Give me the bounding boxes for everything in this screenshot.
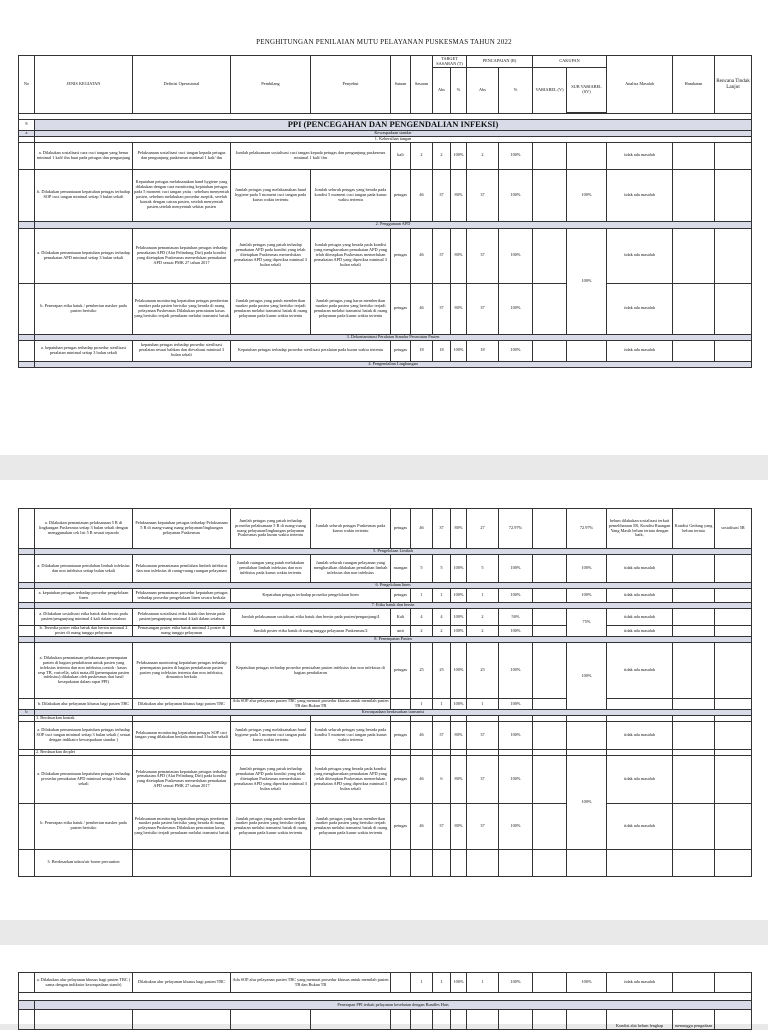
pembilang-cell: Jumlah petugas yang patuh terhadap pemakaian APD pada kondisi yang telah ditetapkan Puskesmas memerlukan pemakaian APD yang diperiksa minimal 3 bulan sekali [231,755,311,803]
pencapaian-pct-cell: 100% [499,755,533,803]
penyebut-cell: Jumlah seluruh petugas Puskesmas pada kurun waktu tertentu [311,509,391,549]
col-hambatan-header: Hambatan [673,56,715,114]
pembilang-cell: Jumlah pelaksanaan sosialisasi etika batuk dan bersin pada pasien/pengunjung/4 [231,609,391,626]
jenis-cell: a. Dilakukan alur pelayanan khusus bagi pasien TBC ( sama dengan indikator kewaspadaan standr) [35,973,133,993]
indicator-table-page-2 [18,508,752,877]
target-pct-cell: 100% [451,626,467,637]
subvariabel-cell: 100% [567,755,607,849]
target-abs-cell: 1 [433,589,451,603]
penyebut-cell: Jumlah petugas yang harus memberikan masker pada pasien yang berisiko terjadi penularan melalui transmisi batuk di ruang pelayanan pada kurun waktu tertentu [311,283,391,334]
definisi-cell: Pelaksanaan pemantauan pemilahan limbah infeksius dan non infeksius di ruang-ruang ruangan pelayanan [133,555,231,583]
subvariabel-cell: 100% [567,973,607,993]
satuan-cell: petugas [391,340,411,361]
target-abs-cell: 2 [433,626,451,637]
target-abs-cell: 37 [433,803,451,849]
analisa-cell: tidak ada masalah [607,973,673,993]
pembilang-cell: Jumlah petugas yang patuh terhadap prosedur pelaksanaan 5 R di ruang-ruang ruang pelayanan/lingkungan pelayanan Puskesmas pada kurun waktu tertentu [231,509,311,549]
category-title: 2. Penggunaan APD [35,221,752,228]
definisi-cell: Pelaksanaan kepatuhan petugas terhadap Pelaksanaan 5 R di ruang-ruang ruang pelayanan/lingkungan pelayanan Puskesmas [133,509,231,549]
analisa-cell: tidak ada masalah [607,228,673,283]
target-pct-cell: 100% [451,699,467,710]
pencapaian-pct-cell: 100% [499,721,533,749]
penyebut-cell: Jumlah petugas yang berada pada kondisi yang mengharuskan pemakaian APD yang telah ditetapkan Puskesmas memerlukan pemakaian APD yang diperiksa minimal 3 bulan sekali [311,228,391,283]
jenis-cell: a. Dilakukan pemantauan kepatuhan petugas terhadap SOP cuci tangan minimal setiap 3 bulan sekali ( sesuai dengan indikator kewaspadaan standar ) [35,721,133,749]
col-rencana-header: Rencana Tindak Lanjut [715,56,752,114]
target-pct-cell: 100% [451,555,467,583]
section-number: 8 [19,120,35,131]
table-row [19,589,752,603]
subvariabel-cell: 100% [567,643,607,710]
definisi-cell: Pelaksanaan pemantauan kepatuhan petugas terhadap pemakaian APD (Alat Pelindung Diri) pada kondisi yang ditetapkan Puskesmas memerlukan pemakaian APD sesuai PMK 27 tahun 2017 [133,755,231,803]
section-title: PPI (PENCEGAHAN DAN PENGENDALIAN INFEKSI) [35,120,752,131]
table-row [19,228,752,283]
col-pencapaian-header: PENCAPAIAN (R) [467,56,533,68]
pencapaian-abs-cell: 2 [467,626,499,637]
indicator-table-page-3 [18,972,752,1030]
pencapaian-abs-cell: 25 [467,643,499,699]
category-row [19,849,752,876]
pencapaian-pct-cell: 72.97% [499,509,533,549]
target-abs-cell: 18 [433,340,451,361]
pencapaian-abs-cell: 37 [467,228,499,283]
target-pct-cell: 80% [451,228,467,283]
definisi-cell: Pelaksanaan pemantauan kepatuhan petugas terhadap pemakaian APD (Alat Pelindung Diri) pada kondisi yang ditetapkan Puskesmas memerlukan pemakaian APD sesuai PMK 27 tahun 2017 [133,228,231,283]
table-row [19,699,752,710]
target-abs-cell: 5 [433,555,451,583]
jenis-cell: a. Dilakukan pemantauan kepatuhan petugas terhadap pemakaian APD minimal setiap 3 bulan sekali [35,228,133,283]
pencapaian-abs-cell: 2 [467,609,499,626]
indicator-table-page-1 [18,55,752,368]
table-row [19,169,752,221]
definisi-cell: Pelaksanaan monitoring kepatuhan petugas terhadap penempatan pasien di bagian pendaftaran pasien pasien yang infeksius tertentu dan non infeksius, dimonitor berkala [133,643,231,699]
jenis-cell: a. kepatuhan petugas terhadap prosedur sterilisasi peralatan minimal setiap 3 bulan sekali [35,340,133,361]
target-abs-cell: 37 [433,509,451,549]
pencapaian-pct-cell: 100% [499,589,533,603]
definisi-cell: Pemasangan poster etika batuk minimal 2 poster di ruang tunggu pelayanan [133,626,231,637]
pencapaian-pct-cell: 100% [499,555,533,583]
satuan-cell: petugas [391,721,411,749]
target-pct-cell: 80% [451,283,467,334]
pencapaian-pct-cell: 100% [499,803,533,849]
pencapaian-pct-cell: 50% [499,609,533,626]
analisa-cell: Kondisi alat belum lengkap [607,1010,673,1030]
penyebut-cell: Jumlah petugas yang berada pada kondisi yang mengharuskan pemakaian APD yang telah ditetapkan Puskesmas memerlukan pemakaian APD yang diperiksa minimal 3 bulan sekali [311,755,391,803]
subvariabel-cell: 75% [567,609,607,637]
pembilang-cell: Ada SOP alur pelayanan pasien TBC yang memuat prosedur khusus untuk memilah pasien TB dan Bukan TB [231,973,391,993]
jenis-cell: b. Penerapan etika batuk / pemberian masker pada pasien berisiko [35,283,133,334]
subsection-number: b [19,710,35,716]
col-jenis-header: JENIS KEGIATAN [35,56,133,114]
col-no-header: No [19,56,35,114]
satuan-cell: ruangan [391,555,411,583]
target-pct-cell: 100% [451,609,467,626]
category-title: 4. Pengendalian Lingkungan [35,361,752,367]
target-abs-cell: 37 [433,228,451,283]
col-abs-target-header: Abs [433,68,451,114]
subsection-number: a [19,130,35,136]
target-pct-cell: 100% [451,340,467,361]
satuan-cell: petugas [391,283,411,334]
document-title: PENGHITUNGAN PENILAIAN MUTU PELAYANAN PUSKESMAS TAHUN 2022 [256,38,512,46]
table-row [19,643,752,699]
pembilang-cell: Kepatuhan petugas terhadap prosedur sterilisasi peralatan pada kurun waktu tertentu [231,340,391,361]
pencapaian-pct-cell: 100% [499,169,533,221]
jenis-cell: b. Dilakukan alur pelayanan khusus bagi pasien TBC [35,699,133,710]
pembilang-cell: Jumlah ruangan yang patuh melakukan pemilahan limbah infeksius dan non infeksius pada kurun waktu tertentu [231,555,311,583]
satuan-cell: petugas [391,755,411,803]
sasaran-cell: 1 [411,699,433,710]
target-pct-cell: 80% [451,721,467,749]
table-row [19,340,752,361]
col-analisa-header: Analisa Masalah [607,56,673,114]
sasaran-cell: 46 [411,755,433,803]
col-subvariabel-header: SUB VARIABEL (SV) [567,68,607,113]
table-row [19,721,752,749]
jenis-cell: a. Dilakukan pemantauan pelaksanaan penempatan pasien di bagian pendaftaran untuk pasien yang infeksius tertentu dan non infeksius,contoh : kasus sesp TB, varicella, sakit mata,dll (penempatan pasien infeksius) dilakukan oleh puskesmas dari hasil kesepakatan dalam rapat PPI) [35,643,133,699]
subsection-title: Kewaspadaan standar [35,130,752,136]
col-abs-pencapaian-header: Abs [467,68,499,114]
subvariabel-cell: 100% [567,589,607,603]
analisa-cell: belum dilakukan sosialisasi terkait pemeliharaan 5R, Kondisi Ruangan Yang Masih belum tertata dengan baik, [607,509,673,549]
pencapaian-abs-cell: 1 [467,973,499,993]
category-title: 2. Berdasarkan droplet [35,749,133,755]
hambatan-cell: Kondisi Gedung yang belum tertata [673,509,715,549]
subvariabel-cell: 72.97% [567,509,607,549]
target-abs-cell: 37 [433,721,451,749]
pencapaian-pct-cell: 100% [499,699,533,710]
analisa-cell: tidak ada masalah [607,169,673,221]
jenis-cell: b. Tersedia poster etika batuk dan bersin minimal 2 poster di ruang tunggu pelayanan [35,626,133,637]
hambatan-cell: menunggu pengadaan [673,1010,715,1030]
pembilang-cell: Jumlah pelaksanaan sosialisasi cuci tangan kepada petugas dan pengunjung puskesmas minimal 1 kali/ thn [231,142,391,169]
jenis-cell: a. Dilakukan pemantauan pelaksanaan 5 R di lingkungan Puskesmas setiap 3 bulan sekali dengan menggunakan cek list 5 R sesuai tepaodo [35,509,133,549]
table-row [19,803,752,849]
definisi-cell: Pelaksanaan monitoring kepatuhan petugas SOP cuci tangan yang dilakukan berkala minimal 3 bulan sekali [133,721,231,749]
spacer-row [19,993,752,1001]
target-abs-cell: 25 [433,643,451,699]
definisi-cell: Pelaksanaan monitoring kepatuhan petugas pemberian masker pada pasien berisiko yang berada di ruang pelayanan Puskesmas Dilakukan pencatatan kasus yang berisiko terjadi penularan melalui transmisi batuk [133,283,231,334]
pencapaian-abs-cell: 37 [467,169,499,221]
satuan-cell: petugas [391,589,411,603]
table-row [19,609,752,626]
document-page-2 [0,480,768,920]
satuan-cell: petugas [391,169,411,221]
pembilang-cell: Ada SOP alur pelayanan pasien TBC yang memuat prosedur khusus untuk memilah pasien TB dan Bukan TB [232,698,389,708]
target-pct-cell: 100% [451,142,467,169]
rencana-cell: sosialisasi 5R [715,509,752,549]
sasaran-cell: 46 [411,803,433,849]
sasaran-cell: 2 [411,142,433,169]
target-pct-cell: 80% [451,803,467,849]
jenis-cell: b. Dilakukan pemantauan kepatuhan petugas terhadap SOP cuci tangan minimal setiap 3 bulan sekali [35,169,133,221]
jenis-cell: a. Dilakukan pemantauan pemilahan limbah infeksius dan non infeksius setiap bulan sekali [35,555,133,583]
jenis-cell: a. Dilakukan pemantauan kepatuhan petugas terhadap prosedur pemakaian APD minimal setiap 3 bulan sekali [35,755,133,803]
definisi-cell: Dilakukan alur pelayanan khusus bagi pasien TBC [133,973,231,993]
sasaran-cell: 46 [411,169,433,221]
target-abs-cell: 2 [433,142,451,169]
definisi-cell: Dilakukan alur pelayanan khusus bagi pasien TBC [133,699,231,710]
pencapaian-abs-cell: 37 [467,283,499,334]
satuan-cell: unit [391,626,411,637]
definisi-cell: Pelaksanaan sosialisasi etika batuk dan bersin pada pasien/pengunjung minimal 4 kali dalam setahun [133,609,231,626]
col-sasaran-header: Sasaran [411,56,433,114]
target-abs-cell: 37 [433,283,451,334]
pembilang-cell: Kepatuhan petugas terhadap prosedur pengelolaan linen [231,589,391,603]
col-penyebut-header: Penyebut [311,56,391,114]
pencapaian-pct-cell: 100% [499,973,533,993]
satuan-cell: petugas [391,228,411,283]
target-pct-cell: 100% [451,973,467,993]
satuan-cell [391,699,411,710]
target-abs-cell: 1 [433,973,451,993]
subsection-row [19,1001,752,1010]
table-row [19,1010,752,1030]
pencapaian-abs-cell: 37 [467,803,499,849]
pencapaian-abs-cell: 1 [467,699,499,710]
sasaran-cell: 1 [411,973,433,993]
subsection-title: Penerapan PPI terkait pelayanan kesehatan dengan Bundles Hais [35,1001,752,1010]
definisi-cell: Pelaksanaan pemantauan prosedur kepatuhan petugas terhadap prosedur pengelolaan linen secara berkala [133,589,231,603]
category-title: 6. Pengelolaan linen [35,583,752,589]
target-pct-cell: 80% [451,169,467,221]
category-title: 5. Pengelolaan Limbah [35,549,752,555]
pencapaian-pct-cell: 100% [499,283,533,334]
jenis-cell: a. kepatuhan petugas terhadap prosedur pengelolaan linen [35,589,133,603]
definisi-cell: Kepatuhan petugas melaksanakan hand hygiene yang dilakukan dengan cara monitoring kepatuhan petugas pada 5 moment cuci tangan yaitu : sebelum menyentuh pasien, sebelum melakukan prosedur aseptik, setelah kontak dengan cairan pasien, setelah menyentuh pasien,setelah menyentuh sekitar pasien [133,169,231,221]
sasaran-cell: 25 [411,643,433,699]
analisa-cell: tidak ada masalah [607,142,673,169]
section-row [19,120,752,131]
table-row [19,973,752,993]
pencapaian-abs-cell: 5 [467,555,499,583]
target-abs-cell: 6 [433,755,451,803]
col-cakupan-header: CAKUPAN [533,56,607,68]
pencapaian-pct-cell: 100% [499,340,533,361]
analisa-cell: tidak ada masalah [607,283,673,334]
col-definisi-header: Definisi Operasional [133,56,231,114]
table-row [19,755,752,803]
pencapaian-abs-cell: 2 [467,142,499,169]
category-title: 3. Dekontaminasi Peralatan Standar Perawatan Pasien [35,334,752,340]
col-satuan-header: Satuan [391,56,411,114]
target-pct-cell: 100% [451,643,467,699]
table-row [19,283,752,334]
definisi-cell: Pelaksanaan sosialisasi cuci tangan kepada petugas dan pengunjung puskesmas minimal 1 kali/ thn [133,142,231,169]
pencapaian-pct-cell: 100% [499,626,533,637]
pembilang-cell: Jumlah petugas yang patuh terhadap pemakaian APD pada kondisi yang telah ditetapkan Puskesmas memerlukan pemakaian APD yang diperiksa minimal 3 bulan sekali [231,228,311,283]
category-title: 1. Berdasarkan kontak [35,716,133,722]
pembilang-cell: Jumlah petugas yang melaksanakan hand hygiene pada 5 moment cuci tangan pada kurun waktu tertentu [231,721,311,749]
pembilang-cell: Jumlah petugas yang patuh memberikan masker pada pasien yang berisiko terjadi penularan melalui transmisi batuk di ruang pelayanan pada kurun waktu tertentu [231,803,311,849]
pembilang-cell: Jumlah poster etika batuk di ruang tunggu pelayanan Puskesmas/2 [231,626,391,637]
header-row-1 [19,56,752,68]
sasaran-cell: 1 [411,589,433,603]
category-title: 3. Berdasarkan udara/air borne precaution [35,849,133,876]
analisa-cell: tidak ada masalah [607,755,673,803]
subvariabel-cell: 100% [567,228,607,334]
category-row [19,361,752,367]
sasaran-cell: 46 [411,283,433,334]
pencapaian-abs-cell: 18 [467,340,499,361]
pencapaian-abs-cell: 1 [467,589,499,603]
analisa-cell: tidak ada masalah [607,626,673,637]
satuan-cell: petugas [391,803,411,849]
sasaran-cell: 46 [411,721,433,749]
pencapaian-abs-cell: 37 [467,755,499,803]
table-row [19,509,752,549]
penyebut-cell: Jumlah seluruh ruangan pelayanan yang menghasilkan dilakukan pemilahan limbah infeksius dan non infeksius [311,555,391,583]
analisa-cell: tidak ada masalah [607,589,673,603]
satuan-cell: Kali [391,609,411,626]
pembilang-cell: Kepatuhan petugas terhadap prosedur pemisahan pasien infeksius dan non infeksius di bagian pendaftaran [231,643,391,699]
pencapaian-pct-cell: 100% [499,643,533,699]
target-pct-cell: 80% [451,755,467,803]
target-pct-cell: 80% [451,509,467,549]
sasaran-cell: 4 [411,609,433,626]
target-abs-cell: 1 [433,699,451,710]
penyebut-cell: Jumlah seluruh petugas yang berada pada kondisi 5 moment cuci tangan pada kurun waktu tertentu [311,169,391,221]
definisi-cell: kepatuhan petugas terhadap prosedur sterilisasi peralatan sesuai bahkan dan dievaluasi minimal 3 bulan sekali [133,340,231,361]
col-pct-target-header: % [451,68,467,114]
document-page-1 [0,0,768,455]
jenis-cell: b. Penerapan etika batuk / pemberian masker pada pasien berisiko [35,803,133,849]
category-row [19,221,752,228]
analisa-cell: tidak ada masalah [607,555,673,583]
category-title: 1. Kebersihan tangan [35,136,752,142]
definisi-cell: Pelaksanaan monitoring kepatuhan petugas pemberian masker pada pasien berisiko yang berada di ruang pelayanan Puskesmas Dilakukan pencatatan kasus yang berisiko terjadi penularan melalui transmisi batuk [133,803,231,849]
pencapaian-abs-cell: 27 [467,509,499,549]
satuan-cell [391,973,411,993]
satuan-cell: petugas [391,643,411,699]
sasaran-cell: 18 [411,340,433,361]
col-pembilang-header: Pembilang [231,56,311,114]
table-row [19,142,752,169]
table-row [19,626,752,637]
sasaran-cell: 46 [411,509,433,549]
analisa-cell: tidak ada masalah [607,721,673,749]
sasaran-cell: 2 [411,626,433,637]
target-pct-cell: 100% [451,589,467,603]
target-abs-cell: 37 [433,169,451,221]
penyebut-cell: Jumlah petugas yang harus memberikan masker pada pasien yang berisiko terjadi penularan melalui transmisi batuk di ruang pelayanan pada kurun waktu tertentu [311,803,391,849]
document-page-3 [0,945,768,1029]
pembilang-cell: Jumlah petugas yang melaksanakan hand hygiene pada 5 moment cuci tangan pada kurun waktu tertentu [231,169,311,221]
sasaran-cell: 5 [411,555,433,583]
subsection-title: Kewaspadaan berdasarkan transmisi [35,710,752,716]
jenis-cell: a. Dilakukan sosialisasi cara cuci tangan yang benar minimal 1 kali/ thn buat pada petugas dan pengunjung [35,142,133,169]
col-target-header: TARGET SASARAN (T) [433,56,467,68]
pencapaian-pct-cell: 100% [499,228,533,283]
subvariabel-cell: 100% [567,555,607,583]
category-title: 7. Etika batuk dan bersin [35,603,752,609]
analisa-cell: tidak ada masalah [607,643,673,699]
pembilang-cell: Jumlah petugas yang patuh memberikan masker pada pasien yang berisiko terjadi penularan melalui transmisi batuk di ruang pelayanan pada kurun waktu tertentu [231,283,311,334]
col-pct-pencapaian-header: % [499,68,533,114]
penyebut-cell: Jumlah seluruh petugas yang berada pada kondisi 5 moment cuci tangan pada kurun waktu tertentu [311,721,391,749]
analisa-cell: tidak ada masalah [607,609,673,626]
sasaran-cell: 46 [411,228,433,283]
target-abs-cell: 4 [433,609,451,626]
pencapaian-abs-cell: 37 [467,721,499,749]
satuan-cell: petugas [391,509,411,549]
table-row [19,555,752,583]
satuan-cell: kali [391,142,411,169]
analisa-cell: tidak ada masalah [607,340,673,361]
pencapaian-pct-cell: 100% [499,142,533,169]
category-title: 8. Penempatan Pasien [35,637,752,643]
subvariabel-cell: 100% [567,169,607,221]
analisa-cell: tidak ada masalah [607,803,673,849]
col-variabel-header: VARIABEL (V) [533,68,567,114]
jenis-cell: a. Dilakukan sosialisasi etika batuk dan bersin pada pasien/pengunjung minimal 4 kali dalam setahun [35,609,133,626]
